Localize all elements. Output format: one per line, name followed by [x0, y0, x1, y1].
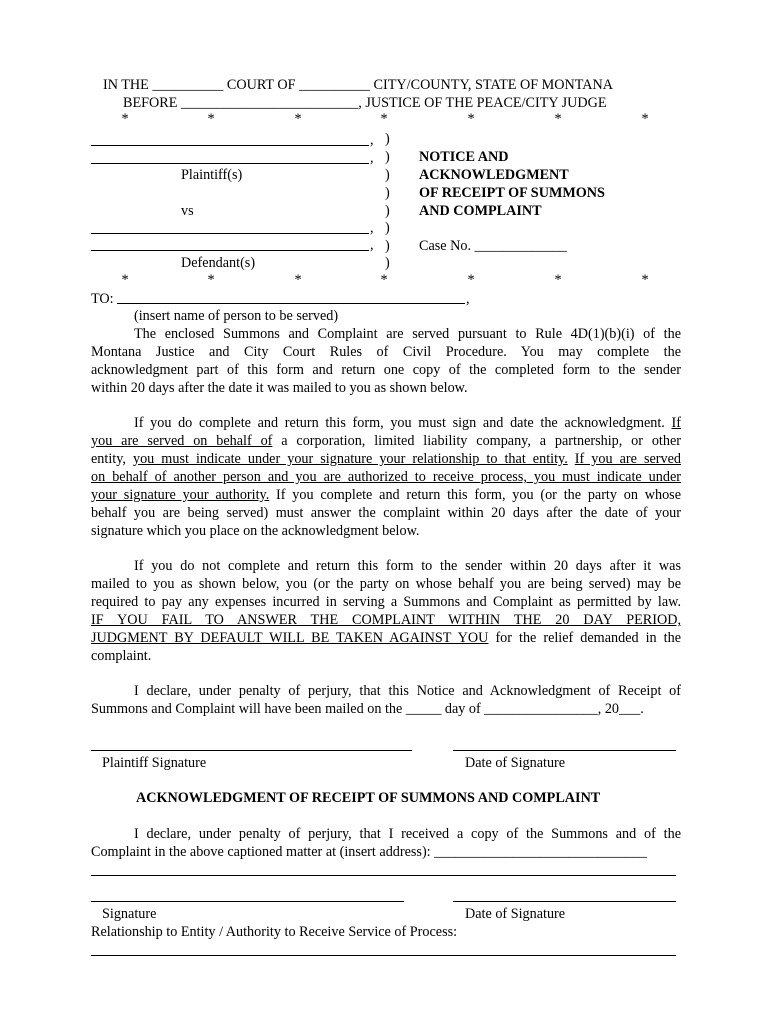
plaintiff-label: Plaintiff(s) — [181, 167, 243, 183]
paren: ) — [385, 149, 390, 165]
para2-text: entity, — [91, 451, 133, 467]
star: * — [467, 272, 475, 288]
comma: , — [370, 237, 374, 253]
form-title-line: OF RECEIPT OF SUMMONS — [419, 185, 605, 201]
court-header-line1: IN THE __________ COURT OF __________ CITY/COUNTY, STATE OF MONTANA — [103, 77, 614, 93]
comma: , — [370, 132, 374, 148]
signature-label: Signature — [102, 906, 157, 922]
para2-underlined: you must indicate under your signature your relationship to that entity. — [132, 451, 568, 467]
to-hint: (insert name of person to be served) — [134, 308, 339, 324]
plaintiff-date-line[interactable] — [453, 750, 676, 751]
para2-line: behalf you are being served) must answer the complaint within 20 days after the date of your — [91, 505, 681, 521]
para2-line — [91, 486, 681, 504]
paren: ) — [385, 238, 390, 254]
comma: , — [466, 291, 470, 307]
form-title-line: AND COMPLAINT — [419, 203, 542, 219]
para1-line: acknowledgment part of this form and return one copy of the completed form to the sender — [91, 362, 681, 378]
relationship-label: Relationship to Entity / Authority to Receive Service of Process: — [91, 924, 458, 940]
star: * — [554, 272, 562, 288]
para3-line: If you do not complete and return this form to the sender within 20 days after it was — [134, 558, 681, 574]
para2-text: If you complete and return this form, you (or the party on whose — [269, 487, 681, 503]
star: * — [380, 272, 388, 288]
paren: ) — [385, 220, 390, 236]
paren: ) — [385, 185, 390, 201]
para3-warning-line: IF YOU FAIL TO ANSWER THE COMPLAINT WITHIN THE 20 DAY PERIOD, — [91, 612, 681, 628]
para1-line: within 20 days after the date it was mailed to you as shown below. — [91, 380, 468, 396]
court-header-line2: BEFORE _________________________, JUSTICE OF THE PEACE/CITY JUDGE — [123, 95, 607, 111]
star: * — [641, 111, 649, 127]
para1-line: The enclosed Summons and Complaint are served pursuant to Rule 4D(1)(b)(i) of the — [134, 326, 681, 342]
address-continuation-line[interactable] — [91, 875, 676, 876]
paren: ) — [385, 203, 390, 219]
vs-label: vs — [181, 203, 194, 219]
defendant-name-line-2[interactable] — [91, 250, 369, 251]
para3-line: complaint. — [91, 648, 152, 664]
para2-underlined: your signature your authority. — [91, 487, 270, 503]
para2-line: signature which you place on the acknowledgment below. — [91, 523, 420, 539]
star: * — [294, 111, 302, 127]
defendant-label: Defendant(s) — [181, 255, 256, 271]
paren: ) — [385, 255, 390, 271]
comma: , — [370, 150, 374, 166]
star: * — [554, 111, 562, 127]
para2-text: a corporation, limited liability company, a partnership, or other — [272, 433, 681, 449]
para4-line: I declare, under penalty of perjury, that this Notice and Acknowledgment of Receipt of — [134, 683, 681, 699]
para3-line: mailed to you as shown below, you (or the party on whose behalf you are being served) may be — [91, 576, 681, 592]
served-person-name-line[interactable] — [117, 303, 465, 304]
ack-address-line[interactable]: Complaint in the above captioned matter at (insert address): ______________________________ — [91, 844, 647, 860]
paren: ) — [385, 167, 390, 183]
plaintiff-name-line-1[interactable] — [91, 145, 369, 146]
star: * — [207, 272, 215, 288]
para2-underlined: you are served on behalf of — [91, 433, 273, 449]
para3-warning: JUDGMENT BY DEFAULT WILL BE TAKEN AGAINST YOU — [91, 630, 489, 646]
paren: ) — [385, 131, 390, 147]
date-of-signature-label: Date of Signature — [465, 755, 566, 771]
form-title-line: ACKNOWLEDGMENT — [419, 167, 569, 183]
relationship-line[interactable] — [91, 955, 676, 956]
para2-underlined: If — [671, 415, 681, 431]
comma: , — [370, 220, 374, 236]
plaintiff-name-line-2[interactable] — [91, 163, 369, 164]
para3-line: required to pay any expenses incurred in serving a Summons and Complaint as permitted by law. — [91, 594, 681, 610]
para2-line: on behalf of another person and you are authorized to receive process, you must indicate under — [91, 469, 681, 485]
star: * — [641, 272, 649, 288]
para1-line: Montana Justice and City Court Rules of Civil Procedure. You may complete the — [91, 344, 681, 360]
form-title-line: NOTICE AND — [419, 149, 509, 165]
defendant-date-line[interactable] — [453, 901, 676, 902]
plaintiff-signature-line[interactable] — [91, 750, 412, 751]
para2-text: If you do complete and return this form, you must sign and date the acknowledgment. — [134, 415, 665, 431]
para2-line — [91, 432, 681, 450]
ack-line: I declare, under penalty of perjury, that I received a copy of the Summons and of the — [134, 826, 681, 842]
star: * — [294, 272, 302, 288]
plaintiff-signature-label: Plaintiff Signature — [102, 755, 207, 771]
para4-mailing-date-line[interactable]: Summons and Complaint will have been mailed on the _____ day of ________________, 20___. — [91, 701, 644, 717]
case-number-field[interactable]: Case No. _____________ — [419, 238, 567, 254]
defendant-name-line-1[interactable] — [91, 233, 369, 234]
star: * — [467, 111, 475, 127]
to-label: TO: — [91, 291, 114, 307]
para3-line — [91, 629, 681, 647]
defendant-signature-line[interactable] — [91, 901, 404, 902]
acknowledgment-heading: ACKNOWLEDGMENT OF RECEIPT OF SUMMONS AND COMPLAINT — [136, 790, 601, 806]
para2-line — [134, 414, 681, 432]
para3-text: for the relief demanded in the — [488, 630, 681, 646]
para2-line — [91, 450, 681, 468]
star: * — [207, 111, 215, 127]
date-of-signature-label: Date of Signature — [465, 906, 566, 922]
para2-underlined: If you are served — [574, 451, 682, 467]
star: * — [121, 111, 129, 127]
star: * — [380, 111, 388, 127]
star: * — [121, 272, 129, 288]
